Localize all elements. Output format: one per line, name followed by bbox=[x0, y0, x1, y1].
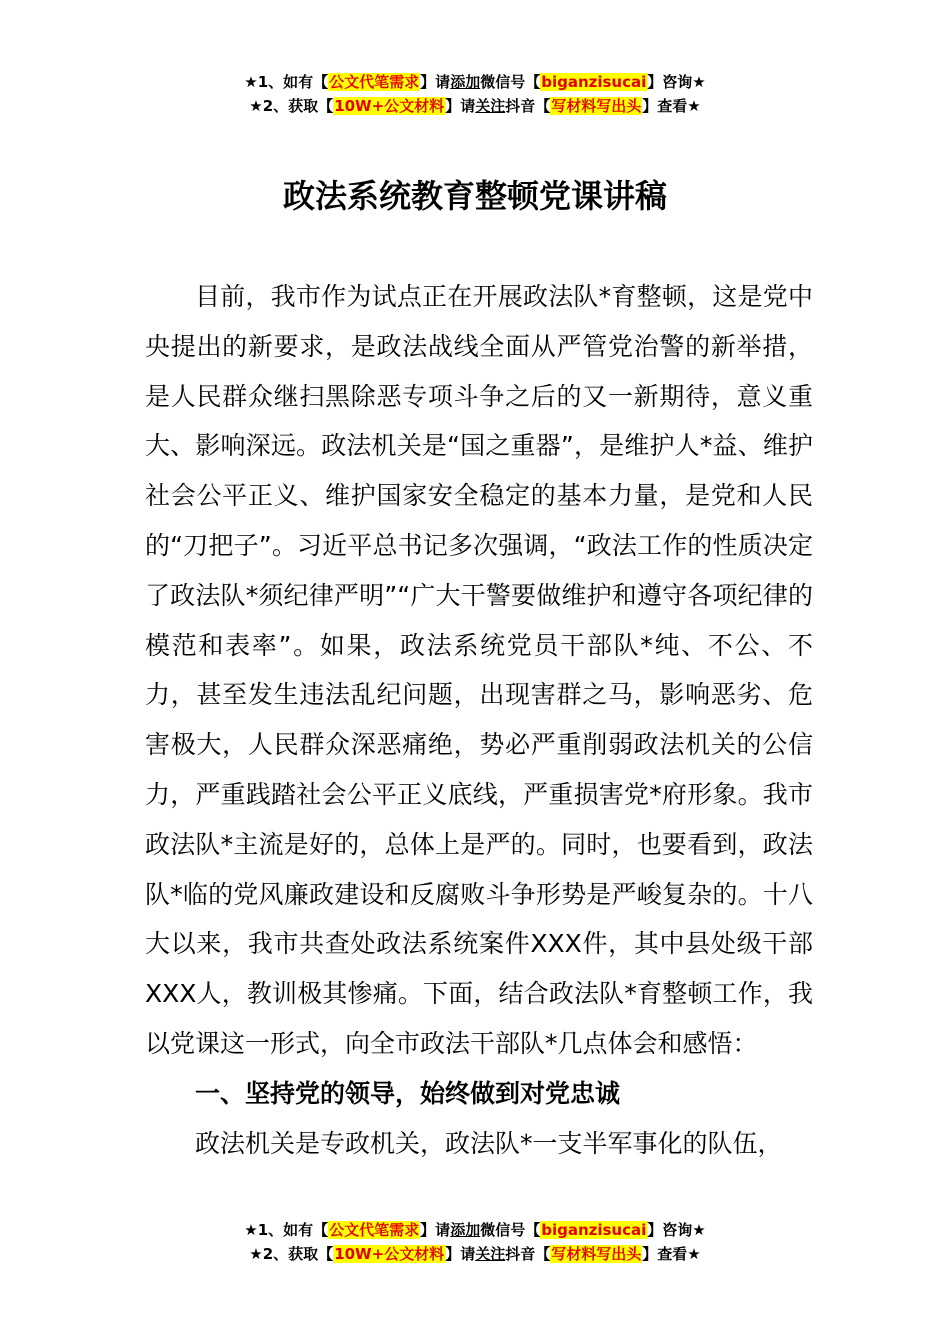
document-body bbox=[145, 272, 813, 1168]
promo-highlight: 公文代笔需求 bbox=[329, 73, 420, 91]
promo-text: 微信号【 bbox=[480, 1221, 541, 1239]
promo-highlight: biganzisucai bbox=[541, 1221, 647, 1239]
promo-highlight: 公文代笔需求 bbox=[329, 1221, 420, 1239]
promo-text: ★1、如有【 bbox=[244, 73, 329, 91]
promo-highlight: biganzisucai bbox=[541, 73, 647, 91]
promo-line-2 bbox=[0, 94, 950, 118]
document-title: 政法系统教育整顿党课讲稿 bbox=[282, 177, 667, 215]
promo-line-1 bbox=[0, 70, 950, 94]
promo-highlight: 10W+公文材料 bbox=[334, 1245, 445, 1263]
intro-paragraph: 目前，我市作为试点正在开展政法队*育整顿，这是党中央提出的新要求，是政法战线全面从严管党治警的新举措，是人民群众继扫黑除恶专项斗争之后的又一新期待，意义重大、影响深远。政法机关是“国之重器”，是维护人*益、维护社会公平正义、维护国家安全稳定的基本力量，是党和人民的“刀把子”。习近平总书记多次强调，“政法工作的性质决定了政法队*须纪律严明”“广大干警要做维护和遵守各项纪律的模范和表率”。如果，政法系统党员干部队*纯、不公、不力，甚至发生违法乱纪问题，出现害群之马，影响恶劣、危害极大，人民群众深恶痛绝，势必严重削弱政法机关的公信力，严重践踏社会公平正义底线，严重损害党*府形象。我市政法队*主流是好的，总体上是严的。同时，也要看到，政法队*临的党风廉政建设和反腐败斗争形势是严峻复杂的。十八大以来，我市共查处政法系统案件XXX件，其中县处级干部XXX人，教训极其惨痛。下面，结合政法队*育整顿工作，我以党课这一形式，向全市政法干部队*几点体会和感悟： bbox=[145, 282, 813, 1058]
promo-line-2 bbox=[0, 1242, 950, 1266]
promo-text: 】请 bbox=[445, 1245, 476, 1263]
promo-underline: 关注 bbox=[475, 97, 506, 115]
promo-underline: 添加 bbox=[450, 73, 481, 91]
promo-banner-top bbox=[0, 70, 950, 118]
promo-highlight: 10W+公文材料 bbox=[334, 97, 445, 115]
promo-underline: 添加 bbox=[450, 1221, 481, 1239]
promo-text: ★1、如有【 bbox=[244, 1221, 329, 1239]
promo-text: ★2、获取【 bbox=[249, 97, 334, 115]
promo-underline: 关注 bbox=[475, 1245, 506, 1263]
promo-text: ★2、获取【 bbox=[249, 1245, 334, 1263]
section-heading: 一、坚持党的领导，始终做到对党忠诚 bbox=[195, 1078, 621, 1108]
promo-text: 抖音【 bbox=[505, 1245, 551, 1263]
promo-text: 】请 bbox=[445, 97, 476, 115]
section-paragraph: 政法机关是专政机关，政法队*一支半军事化的队伍， bbox=[195, 1128, 783, 1158]
promo-text: 微信号【 bbox=[480, 73, 541, 91]
promo-highlight: 写材料写出头 bbox=[551, 1245, 642, 1263]
promo-text: 】查看★ bbox=[642, 97, 701, 115]
promo-text: 】查看★ bbox=[642, 1245, 701, 1263]
promo-text: 】请 bbox=[420, 73, 451, 91]
promo-text: 】请 bbox=[420, 1221, 451, 1239]
promo-text: 抖音【 bbox=[505, 97, 551, 115]
promo-text: 】咨询★ bbox=[647, 73, 706, 91]
promo-banner-bottom bbox=[0, 1218, 950, 1266]
promo-highlight: 写材料写出头 bbox=[551, 97, 642, 115]
promo-text: 】咨询★ bbox=[647, 1221, 706, 1239]
promo-line-1 bbox=[0, 1218, 950, 1242]
